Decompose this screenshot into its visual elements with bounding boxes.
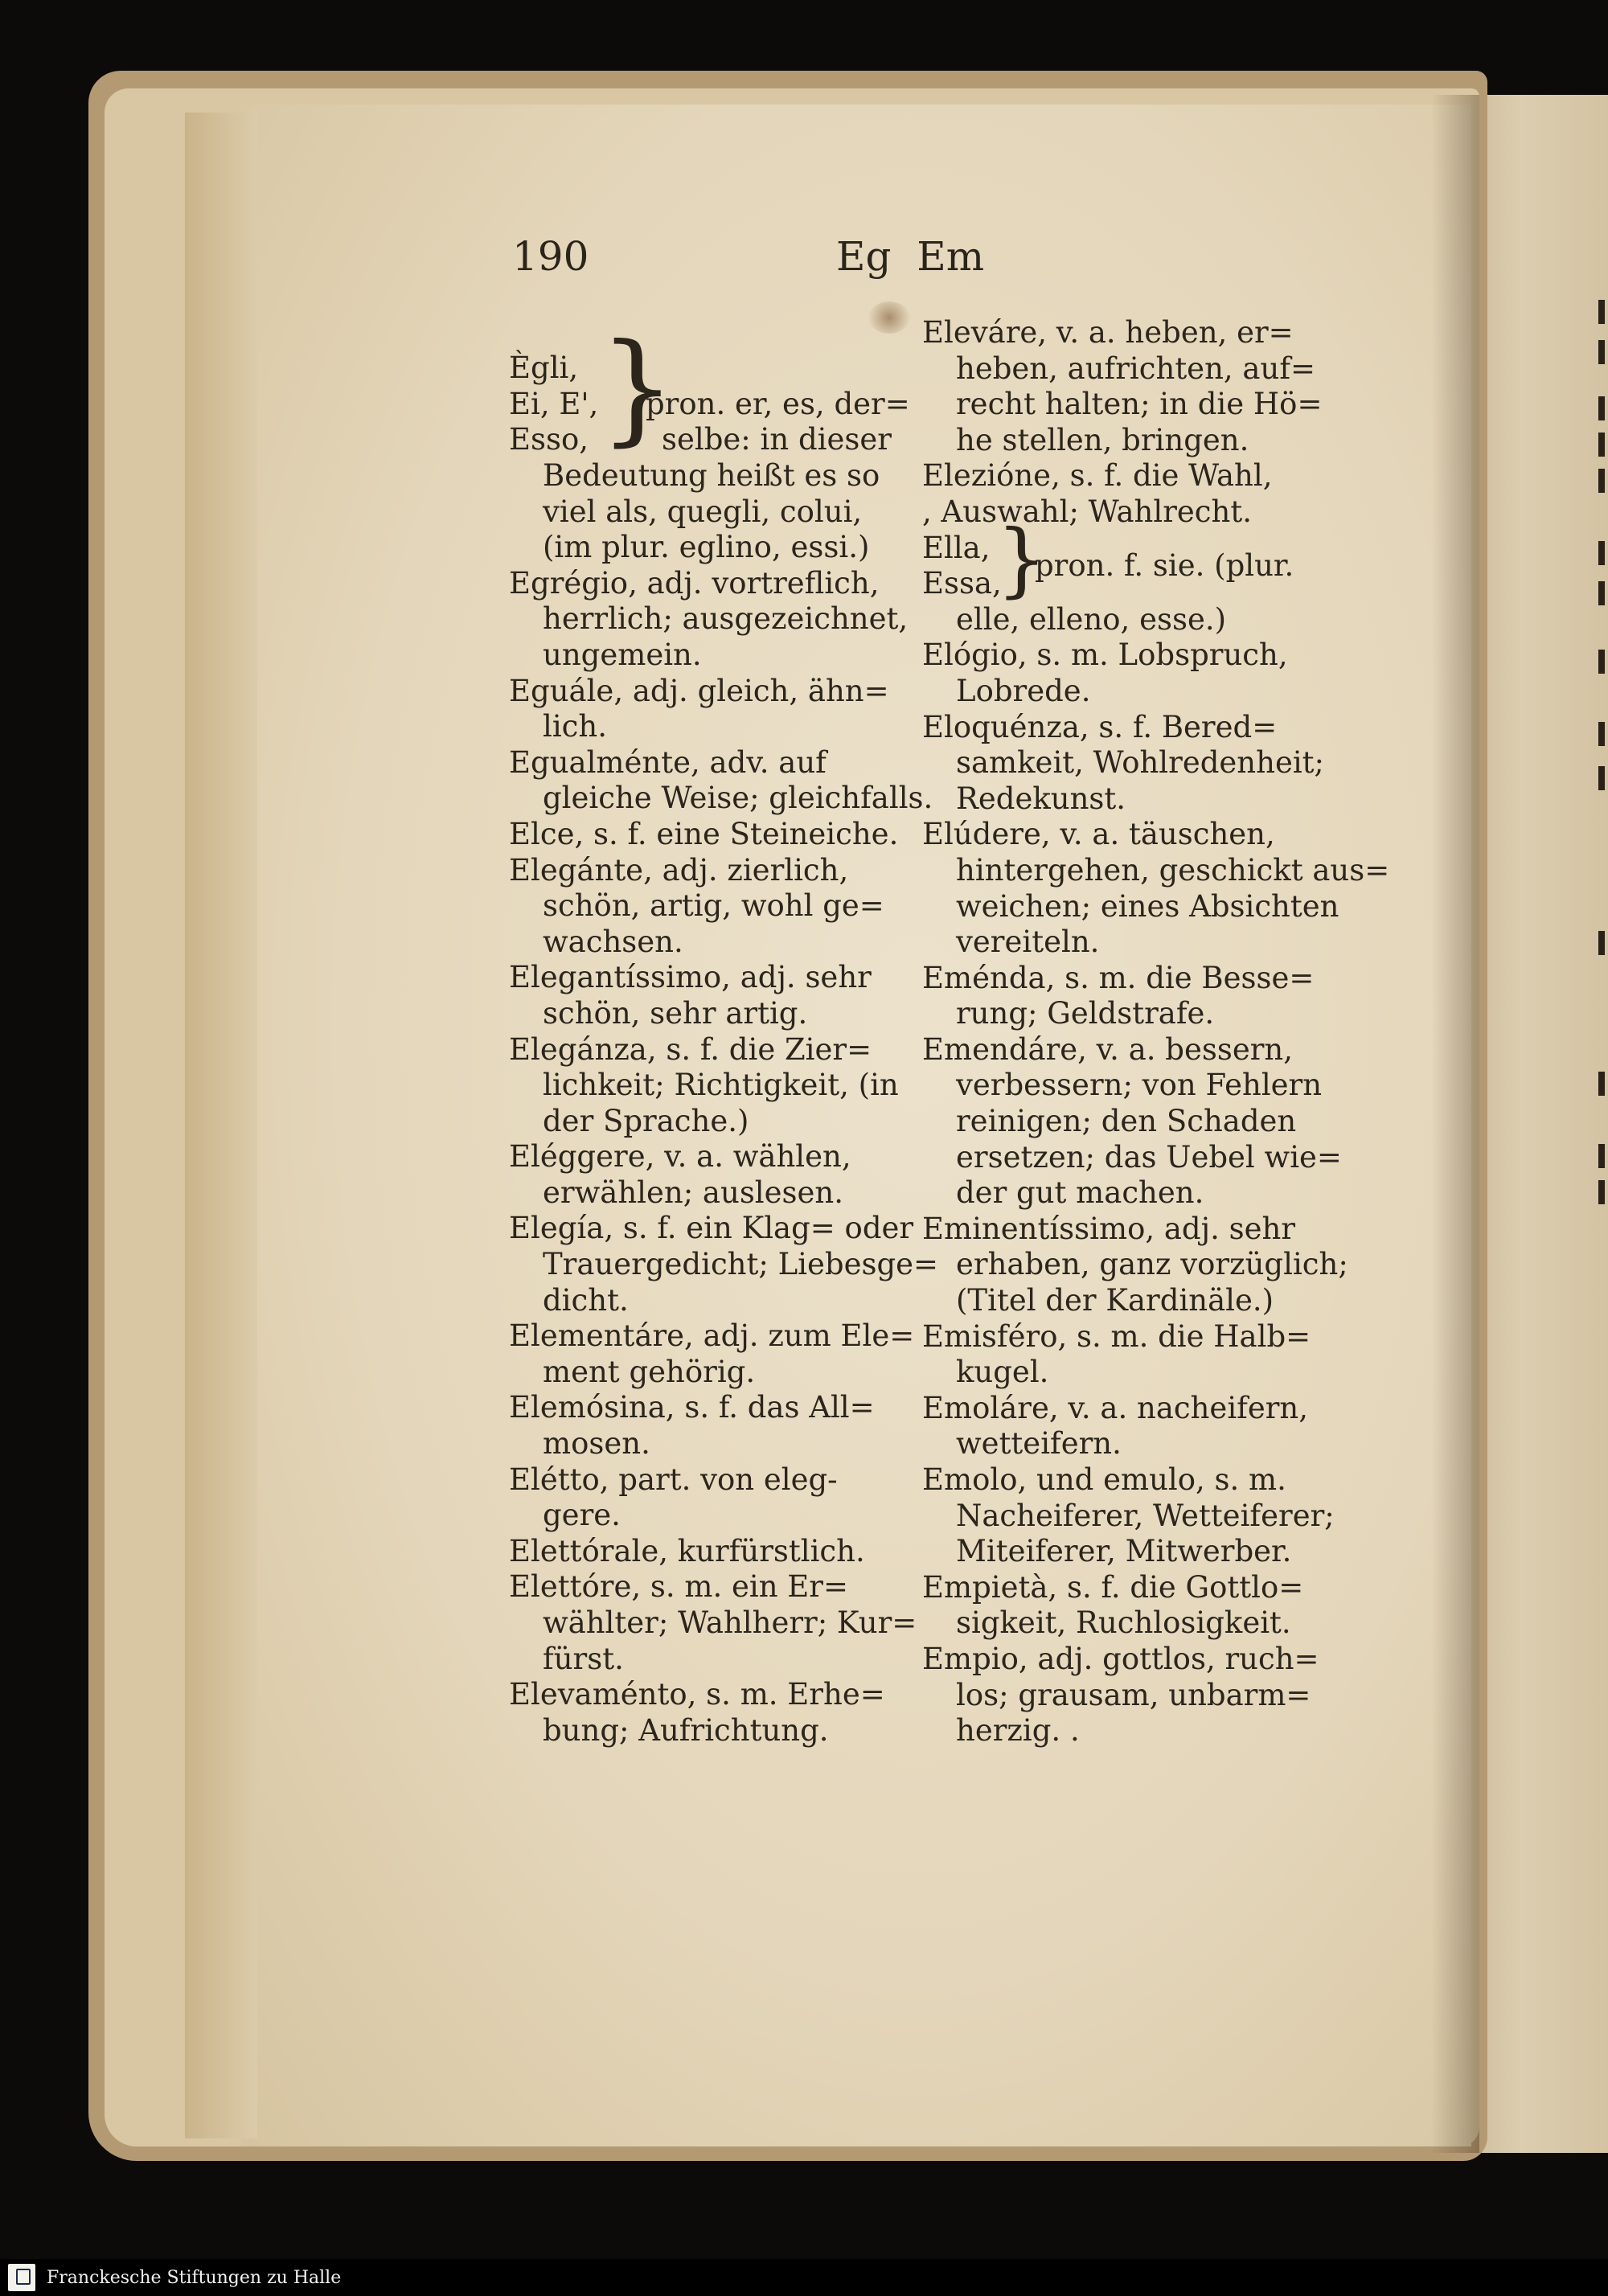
headword: Ei, E', [509, 386, 599, 421]
entry-line: recht halten; in die Hö= [956, 387, 1323, 422]
entry-line: Eleváre, v. a. heben, er= [922, 315, 1294, 350]
entry-line: gere. [543, 1498, 621, 1533]
adjacent-page-mark [1598, 340, 1605, 364]
entry-line: Elegánte, adj. zierlich, [509, 852, 849, 888]
entry-line: erwählen; auslesen. [543, 1175, 844, 1210]
entry-line: viel als, quegli, colui, [543, 494, 863, 529]
entry-line: rung; Geldstrafe. [956, 996, 1215, 1031]
right-column [922, 315, 1390, 1749]
entry-line: Elementáre, adj. zum Ele= [509, 1318, 915, 1354]
entry-line: reinigen; den Schaden [956, 1104, 1297, 1139]
institution-logo-icon [8, 2264, 35, 2291]
entry-line: der gut machen. [956, 1175, 1204, 1211]
entry-line: elle, elleno, esse.) [956, 601, 1227, 637]
entry-line: ment gehörig. [543, 1354, 756, 1389]
entry-line: fürst. [543, 1641, 624, 1676]
entry-line: bung; Aufrichtung. [543, 1712, 829, 1748]
entry-line: Eléggere, v. a. wählen, [509, 1139, 851, 1175]
entry-line: Eménda, s. m. die Besse= [922, 960, 1315, 995]
entry-line: Eminentíssimo, adj. sehr [922, 1211, 1296, 1246]
entry-line: Redekunst. [956, 781, 1126, 816]
entry-line: los; grausam, unbarm= [956, 1677, 1311, 1712]
entry-line: gleiche Weise; gleichfalls. [543, 781, 933, 816]
headword: Ègli, [509, 351, 579, 385]
entry-line: , Auswahl; Wahlrecht. [922, 494, 1252, 529]
adjacent-page-mark [1598, 650, 1605, 674]
curly-brace-icon: } [996, 511, 1048, 606]
entry-line: (Titel der Kardinäle.) [956, 1283, 1274, 1318]
adjacent-page-mark [1598, 581, 1605, 605]
adjacent-page-mark [1598, 541, 1605, 565]
entry-line: Nacheiferer, Wetteiferer; [956, 1498, 1335, 1533]
entry-line: der Sprache.) [543, 1103, 749, 1138]
entry-line: Eloquénza, s. f. Bered= [922, 709, 1278, 744]
entry-line: dicht. [543, 1282, 629, 1318]
entry-line: Emendáre, v. a. bessern, [922, 1031, 1294, 1067]
entry-line: lichkeit; Richtigkeit, (in [543, 1068, 899, 1103]
headword: Essa, [922, 566, 1002, 601]
adjacent-page-mark [1598, 300, 1605, 324]
headword: Esso, [509, 422, 589, 457]
entry-line: (im plur. eglino, essi.) [543, 530, 870, 565]
entry-line: Emoláre, v. a. nacheifern, [922, 1390, 1309, 1425]
adjacent-page-mark [1598, 469, 1605, 493]
entry-line: schön, sehr artig. [543, 995, 808, 1031]
adjacent-page-mark [1598, 1144, 1605, 1168]
entry-line: verbessern; von Fehlern [956, 1068, 1323, 1103]
entry-line: Elemósina, s. f. das All= [509, 1390, 875, 1425]
entry-line: Eguále, adj. gleich, ähn= [509, 673, 889, 708]
entry-line: Egualménte, adv. auf [509, 744, 827, 780]
adjacent-page-mark [1598, 396, 1605, 420]
entry-line: herzig. . [956, 1713, 1080, 1749]
footer-bar [0, 2259, 1608, 2296]
entry-line: Bedeutung heißt es so [543, 458, 880, 493]
entry-line: wählter; Wahlherr; Kur= [543, 1605, 917, 1640]
entry-line: vereiteln. [956, 925, 1100, 960]
entry-line: Lobrede. [956, 673, 1091, 708]
entry-line: Elevaménto, s. m. Erhe= [509, 1677, 885, 1712]
entry-line: samkeit, Wohlredenheit; [956, 745, 1325, 781]
guide-words: Eg Em [836, 233, 985, 280]
entry-line: Elúdere, v. a. täuschen, [922, 817, 1275, 852]
headword: Ella, [922, 530, 991, 565]
entry-line: Empio, adj. gottlos, ruch= [922, 1641, 1319, 1676]
adjacent-page-mark [1598, 931, 1605, 955]
entry-line: lich. [543, 709, 607, 744]
entry-line: kugel. [956, 1355, 1049, 1390]
entry-line: ersetzen; das Uebel wie= [956, 1139, 1342, 1175]
entry-line: Elce, s. f. eine Steineiche. [509, 816, 899, 851]
entry-line: Elegía, s. f. ein Klag= oder [509, 1211, 914, 1246]
page-left-margin [185, 113, 257, 2138]
entry-line: wachsen. [543, 924, 683, 959]
entry-line: Egrégio, adj. vortreflich, [509, 565, 880, 601]
adjacent-page-mark [1598, 766, 1605, 790]
entry-line: Elezióne, s. f. die Wahl, [922, 458, 1273, 494]
entry-line: Trauergedicht; Liebesge= [543, 1247, 939, 1282]
left-column [509, 315, 939, 1749]
curly-brace-icon: } [599, 318, 676, 458]
spine-shadow [1431, 95, 1479, 2153]
entry-line: mosen. [543, 1426, 650, 1462]
entry-line: wetteifern. [956, 1426, 1122, 1462]
definition-text: pron. er, es, der= [646, 386, 910, 421]
entry-line: hintergehen, geschickt aus= [956, 852, 1390, 888]
entry-line: he stellen, bringen. [956, 422, 1249, 457]
entry-line: ungemein. [543, 637, 702, 672]
entry-line: Empietà, s. f. die Gottlo= [922, 1569, 1304, 1605]
entry-line: Emisféro, s. m. die Halb= [922, 1318, 1311, 1354]
entry-line: Elegánza, s. f. die Zier= [509, 1031, 872, 1067]
adjacent-page-mark [1598, 722, 1605, 746]
page-number: 190 [512, 233, 589, 280]
entry-line: herrlich; ausgezeichnet, [543, 601, 909, 637]
entry-line: Elettóre, s. m. ein Er= [509, 1569, 848, 1605]
adjacent-page-mark [1598, 433, 1605, 457]
entry-line: weichen; eines Absichten [956, 888, 1339, 924]
entry-line: schön, artig, wohl ge= [543, 888, 884, 924]
entry-line: Emolo, und emulo, s. m. [922, 1462, 1286, 1497]
entry-line: Miteiferer, Mitwerber. [956, 1534, 1292, 1569]
adjacent-page-mark [1598, 1072, 1605, 1096]
entry-line: heben, aufrichten, auf= [956, 351, 1316, 386]
footer-credit: Franckesche Stiftungen zu Halle [47, 2268, 342, 2288]
entry-line: sigkeit, Ruchlosigkeit. [956, 1605, 1291, 1641]
definition-text: selbe: in dieser [662, 422, 892, 457]
definition-text: pron. f. sie. (plur. [1035, 547, 1294, 583]
entry-line: erhaben, ganz vorzüglich; [956, 1247, 1348, 1282]
entry-line: Elegantíssimo, adj. sehr [509, 960, 872, 995]
entry-line: Elettórale, kurfürstlich. [509, 1533, 865, 1568]
entry-egli-group [509, 318, 911, 458]
adjacent-page-mark [1598, 1180, 1605, 1204]
entry-line: Elógio, s. m. Lobspruch, [922, 638, 1288, 673]
entry-line: Elétto, part. von eleg- [509, 1462, 838, 1497]
